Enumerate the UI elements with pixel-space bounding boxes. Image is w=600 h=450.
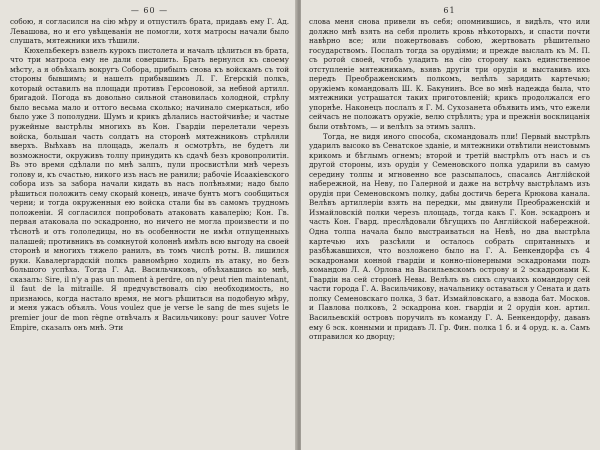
paragraph: Кюхельбекеръ взвелъ курокъ пистолета и началъ цѣлиться въ брата, что три матроса ему не дали совершить. Брать вернулся къ своему мѣсту, а я объѣхалъ вокругъ Собора, прибылъ снова къ войскамъ съ той стороны бывшимъ; и нашелъ прибывшимъ Л. Г. Егерскій полкъ, который оставилъ на площади противъ Герсоновой, за небной артилл. бригадой. Погода въ довольно сильной становилась холодной, стрѣлу было весьма мало и оттого весьма сколько; начинало смеркаться, ибо было уже 3 пополудни. Шумъ и крикъ дѣлались настойчивѣе; и частые ружейные выстрѣлы многихъ въ Кон. Гвардіи перелетали черезъ войска, большая часть солдатъ на сторонѣ мятежниковъ стрѣляли вверхъ. Выѣхавъ на площадь, желалъ я осмотрѣть, не будетъ ли возможности, окруживъ толпу принудить къ сдачѣ безъ кровопролитія. Въ это время сдѣлали по мнѣ залпъ, пули просвистѣли мнѣ черезъ голову и, къ счастью, никого изъ насъ не ранили; рабочіе Исаакіевского собора изъ за забора начали кидать въ насъ полѣньями; надо было рѣшиться положить сему скорый конецъ, иначе бунтъ могъ сообщиться черни; и тогда окруженныя ею войска стали бы въ самомъ трудномъ положеніи. Я согласился попробовать атаковать кавалерію; Кон. Гв. первая атаковала по эскадронно, но ничего не могла произвести и по тѣснотѣ и отъ гололедицы, но въ особенности не имѣя отпущенныхъ палашей; противникъ въ сомкнутой колоннѣ имѣлъ всю выгоду на своей сторонѣ и многихъ тяжело ранилъ, въ томъ числѣ роты. В. лишился руки. Кавалергардскій полкъ равномѣрно ходилъ въ атаку, но безъ большого успѣха. Тогда Г. Ад. Васильчиковъ, объѣхавшись ко мнѣ, сказалъ: Sire, il n'y a pas un moment à perdre, on n'y peut rien maintenant, il faut de la mitraille. Я предчувствовалъ сію необходимость, но признаюсь, когда настало время, не могъ рѣшиться на подобную мѣру, и меня ужасъ объялъ. Vous voulez que je verse le sang de mes sujets le premier jour de mon règne отвѣчалъ я Васильчикову: pour sauver Votre Empire, сказалъ онъ мнѣ. Эти — [10, 45, 289, 332]
paragraph: собою, я согласился на сію мѣру и отпустилъ брата, придавъ ему Г. Ад. Левашова, но и его увѣщеванія не помогли, хотя матросы начали было слушать, мятежники ихъ тѣшили. — [10, 17, 289, 46]
page-number: — 60 — — [130, 6, 169, 15]
paragraph: Тогда, не видя иного способа, скомандовалъ пли! Первый выстрѣлъ ударилъ высоко въ Сенатское зданіе, и мятежники отвѣтили неистовымъ крикомъ и бѣглымъ огнемъ; второй и третій выстрѣлъ отъ насъ и съ другой стороны, изъ орудія у Семеновского полка ударили въ самую середину толпы и мгновенно все разсыпалось, спасаясь Англійской набережной, на Неву, по Галерной и даже на встрѣчу выстрѣламъ изъ орудія при Семеновскомъ полку, дабы достичь берега Крюкова канала. Велѣвъ артиллеріи взять на передки, мы двинули Преображенскій и Измайловскій полки черезъ площадь, тогда какъ Г. Кон. эскадронъ и часть Кон. Гвард. преслѣдовали бѣгущихъ по Англійской набережной. Одна толпа начала было выстраиваться на Невѣ, но два выстрѣла картечью ихъ разсѣяли и осталось собрать спрятанныхъ и разбѣжавшихся, что возложено было на Г. А. Бенкендорфа съ 4 эскадронами конной гвардіи и конно-піонерными эскадронами подъ командою Л. А. Орлова на Васильевскомъ острову и 2 эскадронами К. Гвардіи на сей сторонѣ Невы. Велѣлъ въ сихъ случаяхъ командору сей части города Г. А. Васильчикову, начальнику оставаться у Сената и дать полку Семеновскаго полка, 3 бат. Измайловскаго, а взвода бат. Москов. и Павлова полковъ, 2 эскадрона кон. гвардіи и 2 орудія кон. артил. Васильевскій островъ поручилъ въ команду Г. А. Бенкендорфу, дававъ ему 6 эск. конными и придавъ Л. Гр. Фин. полка 1 б. и 4 оруд. к. а. Самъ отправился ко дворцу; — [309, 131, 590, 342]
right-page — [301, 0, 600, 450]
page-number: 61 — [443, 6, 456, 15]
page-body — [309, 17, 590, 342]
left-page — [0, 0, 297, 450]
page-body — [10, 17, 289, 332]
paragraph: слова меня снова привели въ себя; опомнившись, я видѣлъ, что или должно мнѣ взять на себя пролить кровь нѣкоторыхъ, и спасти почти навѣрно все; или пожертвовавъ собою, жертвовать рѣшительно государствомъ. Послалъ тогда за орудіями; и прежде выслалъ къ М. П. съ ротой своей, чтобъ уладить на сію сторону какъ единственное отступленіе мятежникамъ, взявъ другія три орудія и выставивъ ихъ передъ Преображенскимъ полкомъ, велѣлъ зарядить картечью; оружіемъ командовалъ Ш. К. Бакунинъ. Все во мнѣ надежда была, что мятежники устрашатся таких приготовленій; крикъ продолжался его упорнѣе. Наконецъ послалъ я Г. М. Сухозанета объявить имъ, что ежели сейчасъ не положатъ оружіе, велю стрѣлять; ура и прежнія восклицанія были отвѣтомъ, — и велѣлъ за этимъ залпъ. — [309, 17, 590, 132]
